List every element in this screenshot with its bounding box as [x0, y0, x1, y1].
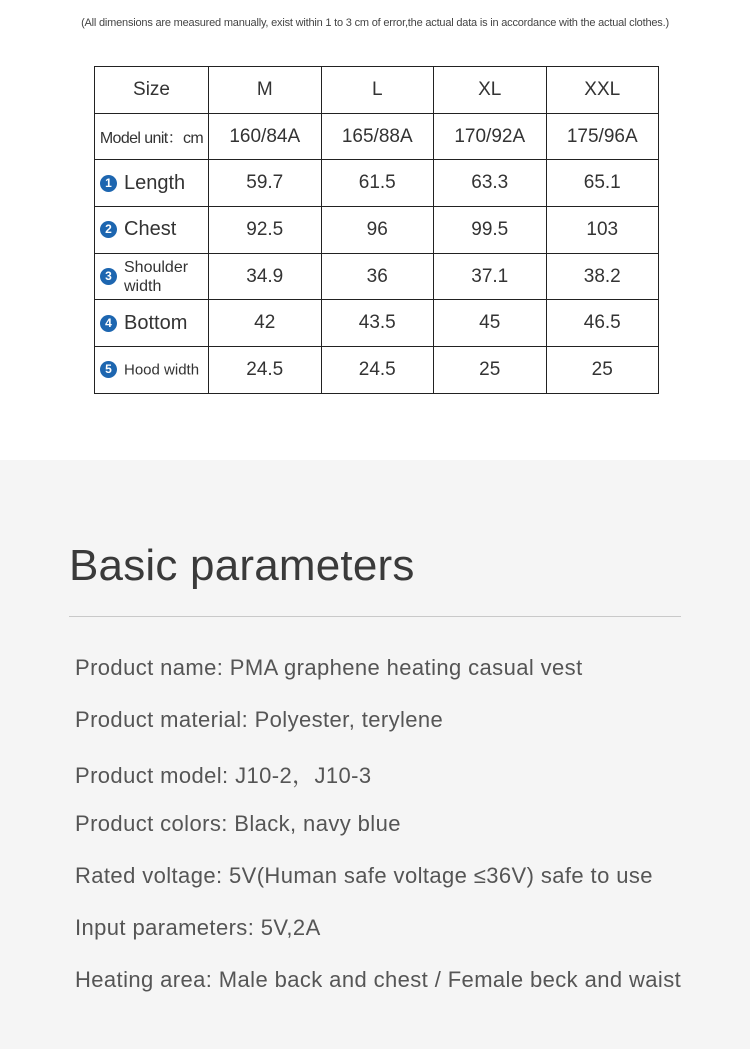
row-label-text	[124, 258, 188, 296]
table-row-hood	[95, 347, 659, 394]
table-cell: 25	[546, 347, 659, 394]
number-badge-icon: 2	[100, 221, 117, 238]
table-cell: 165/88A	[321, 113, 434, 160]
param-rated-voltage: Rated voltage: 5V(Human safe voltage ≤36V) safe to use	[75, 863, 653, 888]
table-row-model	[95, 113, 659, 160]
basic-parameters-section	[0, 460, 750, 1049]
table-row-chest	[95, 207, 659, 254]
number-badge-icon: 5	[100, 361, 117, 378]
row-label-text: Bottom	[124, 311, 188, 334]
table-cell: 63.3	[434, 160, 547, 207]
table-header-row	[95, 67, 659, 114]
header-cell-xxl: XXL	[546, 67, 659, 114]
table-cell: 99.5	[434, 207, 547, 254]
param-input-parameters: Input parameters: 5V,2A	[75, 915, 321, 940]
size-table	[94, 66, 659, 394]
header-cell-l: L	[321, 67, 434, 114]
table-cell: 34.9	[209, 253, 322, 300]
table-row-bottom	[95, 300, 659, 347]
table-row-length	[95, 160, 659, 207]
row-label-shoulder-width	[95, 253, 209, 300]
header-cell-xl: XL	[434, 67, 547, 114]
row-label-bottom	[95, 300, 209, 347]
measurement-disclaimer: (All dimensions are measured manually, exist within 1 to 3 cm of error,the actual data is in accordance with the actual clothes.)	[81, 17, 669, 29]
section-title: Basic parameters	[69, 541, 415, 590]
table-cell: 170/92A	[434, 113, 547, 160]
param-product-material: Product material: Polyester, terylene	[75, 707, 444, 732]
number-badge-icon: 4	[100, 315, 117, 332]
param-product-colors: Product colors: Black, navy blue	[75, 811, 401, 836]
table-cell: 160/84A	[209, 113, 322, 160]
row-label-hood-width	[95, 347, 209, 394]
model-unit-label: Model unit：cm	[95, 113, 209, 160]
table-cell: 46.5	[546, 300, 659, 347]
number-badge-icon: 1	[100, 175, 117, 192]
number-badge-icon: 3	[100, 268, 117, 285]
row-label-line1: Shoulder	[124, 258, 189, 276]
title-divider	[69, 616, 681, 617]
table-cell: 42	[209, 300, 322, 347]
table-cell: 36	[321, 253, 434, 300]
table-cell: 45	[434, 300, 547, 347]
table-cell: 24.5	[209, 347, 322, 394]
table-cell: 37.1	[434, 253, 547, 300]
row-label-length	[95, 160, 209, 207]
row-label-text: Length	[124, 171, 186, 194]
table-cell: 25	[434, 347, 547, 394]
table-cell: 59.7	[209, 160, 322, 207]
header-cell-m: M	[209, 67, 322, 114]
table-cell: 24.5	[321, 347, 434, 394]
size-chart-section	[0, 0, 750, 460]
row-label-line2: width	[124, 277, 162, 295]
table-cell: 61.5	[321, 160, 434, 207]
table-cell: 96	[321, 207, 434, 254]
table-cell: 175/96A	[546, 113, 659, 160]
row-label-text: Hood width	[124, 361, 200, 379]
table-row-shoulder	[95, 253, 659, 300]
table-cell: 65.1	[546, 160, 659, 207]
header-cell-size: Size	[95, 67, 209, 114]
table-cell: 43.5	[321, 300, 434, 347]
table-cell: 103	[546, 207, 659, 254]
table-cell: 92.5	[209, 207, 322, 254]
param-product-name: Product name: PMA graphene heating casual vest	[75, 655, 583, 680]
param-product-model: Product model: J10-2，J10-3	[75, 763, 372, 788]
table-cell: 38.2	[546, 253, 659, 300]
param-heating-area: Heating area: Male back and chest / Female beck and waist	[75, 967, 682, 992]
row-label-chest	[95, 207, 209, 254]
row-label-text: Chest	[124, 218, 177, 241]
